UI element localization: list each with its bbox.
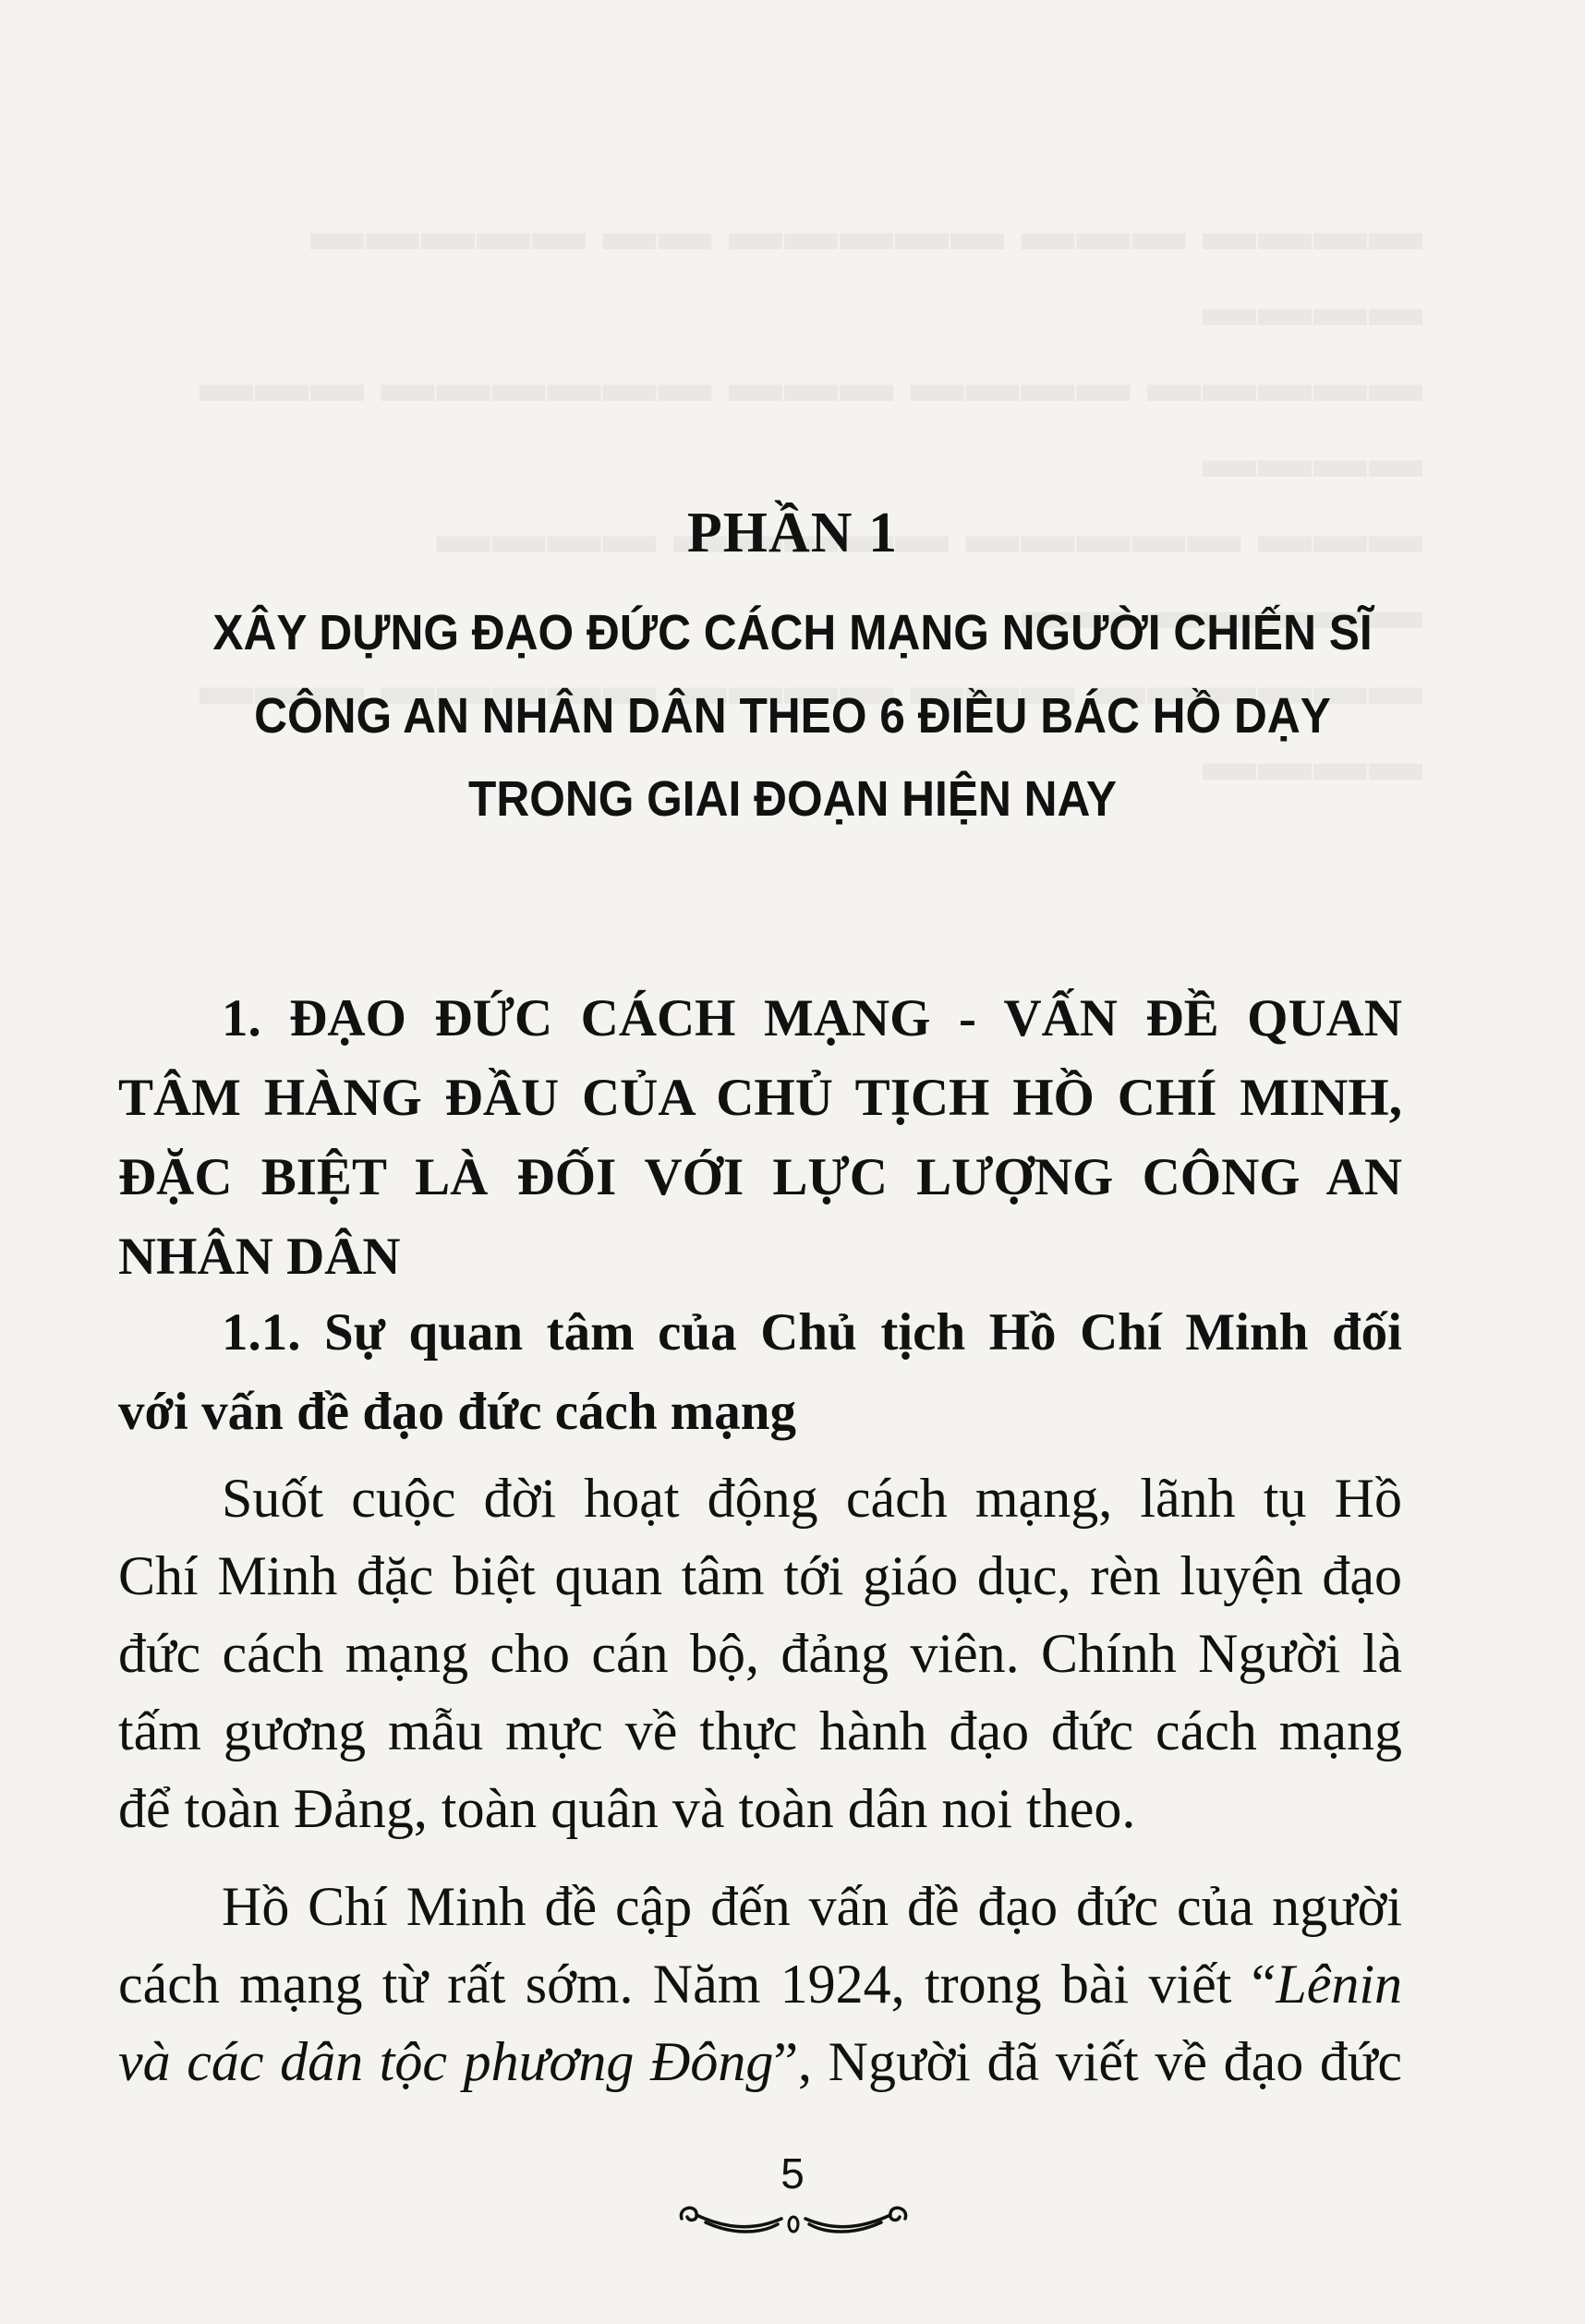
section-heading-line: TÂM HÀNG ĐẦU CỦA CHỦ TỊCH HỒ CHÍ MINH, bbox=[118, 1069, 1402, 1127]
paragraph-1 bbox=[118, 1459, 1402, 1847]
part-label: PHẦN 1 bbox=[686, 502, 899, 564]
scroll-flourish-ornament-icon bbox=[669, 2195, 918, 2241]
section-heading-line: 1. ĐẠO ĐỨC CÁCH MẠNG - VẤN ĐỀ QUAN bbox=[222, 989, 1402, 1047]
paragraph-line: đức cách mạng cho cán bộ, đảng viên. Chính Người là bbox=[118, 1623, 1402, 1684]
section-heading-line: NHÂN DÂN bbox=[118, 1228, 401, 1286]
part-title-line: CÔNG AN NHÂN DÂN THEO 6 ĐIỀU BÁC HỒ DẠY bbox=[254, 688, 1331, 744]
section-heading-line: ĐẶC BIỆT LÀ ĐỐI VỚI LỰC LƯỢNG CÔNG AN bbox=[118, 1148, 1402, 1206]
paragraph-line: Chí Minh đặc biệt quan tâm tới giáo dục, rèn luyện đạo bbox=[118, 1545, 1402, 1606]
cited-work-title: và các dân tộc phương Đông bbox=[118, 2031, 774, 2092]
paragraph-line bbox=[118, 1945, 1402, 2023]
section-heading bbox=[118, 979, 1402, 1297]
cited-work-title: Lênin bbox=[1276, 1954, 1402, 2015]
paragraph-line bbox=[118, 2023, 1402, 2100]
subsection-heading bbox=[118, 1293, 1402, 1452]
page-number: 5 bbox=[780, 2149, 805, 2197]
paragraph-line: Hồ Chí Minh đề cập đến vấn đề đạo đức của người bbox=[222, 1876, 1402, 1937]
subsection-heading-line: với vấn đề đạo đức cách mạng bbox=[118, 1383, 796, 1441]
subsection-heading-line: 1.1. Sự quan tâm của Chủ tịch Hồ Chí Minh đối bbox=[222, 1303, 1402, 1362]
paragraph-text: cách mạng từ rất sớm. Năm 1924, trong bài viết “ bbox=[118, 1954, 1276, 2015]
part-title-line: TRONG GIAI ĐOẠN HIỆN NAY bbox=[467, 771, 1118, 827]
part-title-line: XÂY DỰNG ĐẠO ĐỨC CÁCH MẠNG NGƯỜI CHIẾN SĨ bbox=[212, 605, 1373, 660]
part-title bbox=[64, 591, 1522, 841]
paragraph-line: Suốt cuộc đời hoạt động cách mạng, lãnh tụ Hồ bbox=[222, 1468, 1402, 1529]
paragraph-line: để toàn Đảng, toàn quân và toàn dân noi theo. bbox=[118, 1778, 1136, 1839]
paragraph-2 bbox=[118, 1868, 1402, 2100]
paragraph-line: tấm gương mẫu mực về thực hành đạo đức cách mạng bbox=[118, 1701, 1402, 1761]
paragraph-text: ”, Người đã viết về đạo đức bbox=[773, 2031, 1402, 2092]
